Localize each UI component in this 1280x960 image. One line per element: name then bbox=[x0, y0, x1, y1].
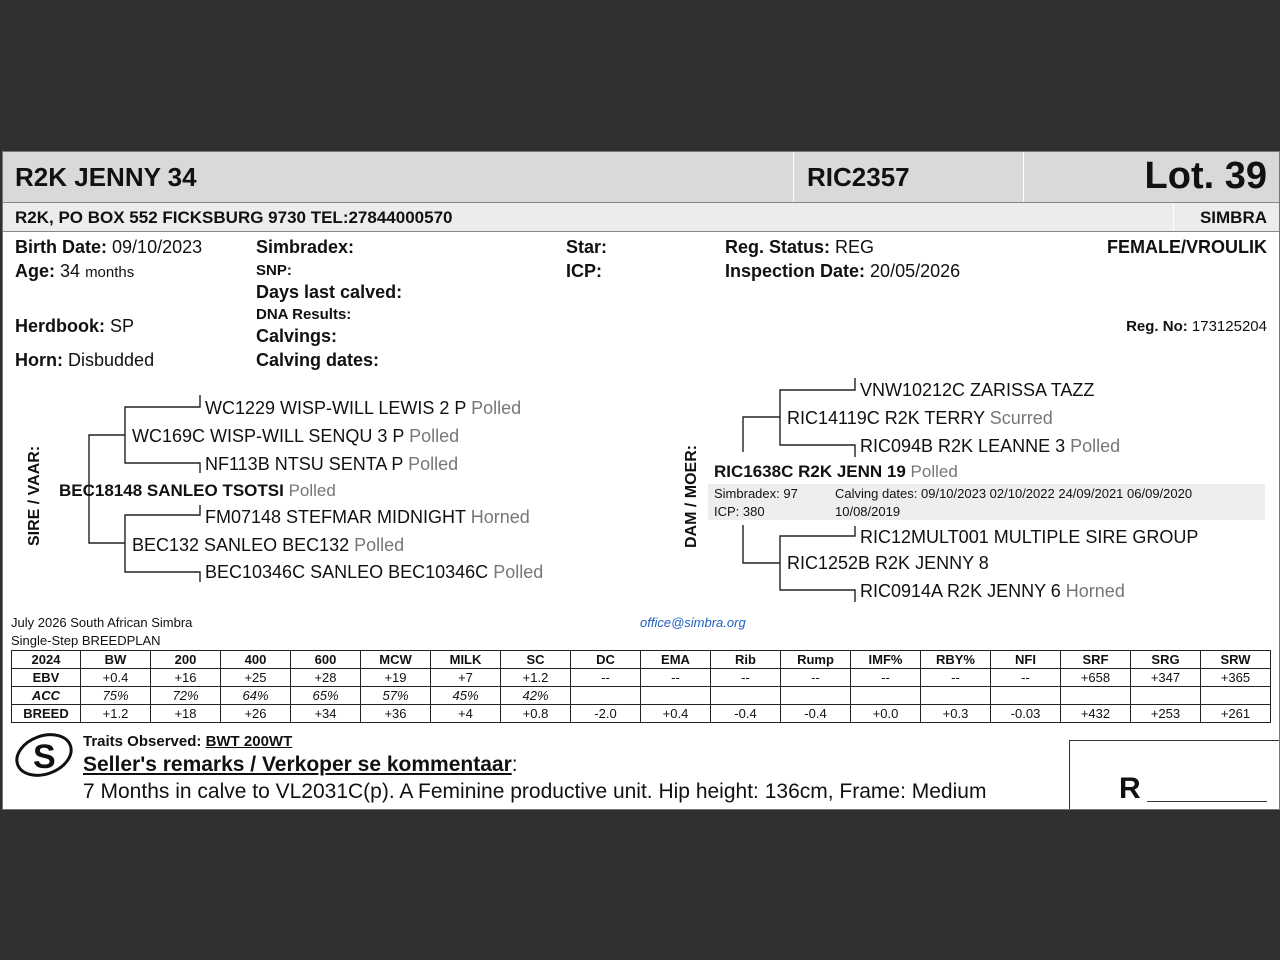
table-cell: +0.4 bbox=[81, 669, 151, 687]
ebv-table bbox=[11, 650, 1271, 723]
column-header: Rump bbox=[781, 651, 851, 669]
row-label: EBV bbox=[12, 669, 81, 687]
table-cell: -0.4 bbox=[711, 705, 781, 723]
column-header: Rib bbox=[711, 651, 781, 669]
simbra-logo bbox=[13, 730, 77, 780]
table-cell bbox=[1131, 687, 1201, 705]
table-cell: -- bbox=[571, 669, 641, 687]
calvings-label: Calvings: bbox=[256, 326, 338, 346]
reg-number: Reg. No: 173125204 bbox=[1126, 318, 1267, 335]
table-cell: +0.3 bbox=[921, 705, 991, 723]
dam-sire-dam: RIC094B R2K LEANNE 3 Polled bbox=[860, 436, 1121, 456]
table-cell: 57% bbox=[361, 687, 431, 705]
registration-code: RIC2357 bbox=[807, 162, 910, 192]
table-corner-cell: 2024 bbox=[12, 651, 81, 669]
table-cell: +432 bbox=[1061, 705, 1131, 723]
dam-dam-sire: RIC12MULT001 MULTIPLE SIRE GROUP bbox=[860, 527, 1199, 547]
icp-label: ICP: bbox=[566, 261, 602, 281]
table-cell: +0.8 bbox=[501, 705, 571, 723]
table-cell: +658 bbox=[1061, 669, 1131, 687]
dam-calving-dates-cont: 10/08/2019 bbox=[835, 504, 901, 519]
table-cell: +0.0 bbox=[851, 705, 921, 723]
table-cell: -- bbox=[991, 669, 1061, 687]
age: Age: 34 months bbox=[15, 261, 135, 281]
table-cell bbox=[571, 687, 641, 705]
reg-status: Reg. Status: REG bbox=[725, 237, 875, 257]
table-cell: +253 bbox=[1131, 705, 1201, 723]
column-header: SRG bbox=[1131, 651, 1201, 669]
table-cell bbox=[991, 687, 1061, 705]
svg-text:S: S bbox=[33, 738, 56, 776]
sire-sire-sire: WC1229 WISP-WILL LEWIS 2 P Polled bbox=[205, 398, 522, 418]
breedplan-title: July 2026 South African Simbra bbox=[11, 615, 193, 630]
table-row-acc bbox=[12, 687, 1271, 705]
table-cell: 45% bbox=[431, 687, 501, 705]
table-cell: +16 bbox=[151, 669, 221, 687]
column-header: BW bbox=[81, 651, 151, 669]
column-header: DC bbox=[571, 651, 641, 669]
days-last-calved-label: Days last calved: bbox=[256, 282, 403, 302]
dam-simbradex: Simbradex: 97 bbox=[714, 486, 798, 501]
herdbook: Herdbook: SP bbox=[15, 316, 135, 336]
column-header: SRF bbox=[1061, 651, 1131, 669]
dam-dam-dam: RIC0914A R2K JENNY 6 Horned bbox=[860, 581, 1125, 601]
breed-name: SIMBRA bbox=[1199, 208, 1267, 227]
table-cell bbox=[781, 687, 851, 705]
table-cell bbox=[1201, 687, 1271, 705]
table-cell: -- bbox=[781, 669, 851, 687]
lot-number: Lot. 39 bbox=[1144, 155, 1267, 197]
remarks-heading: Seller's remarks / Verkoper se kommentaar: bbox=[83, 753, 518, 776]
sire-side-label: SIRE / VAAR: bbox=[26, 445, 43, 546]
table-cell bbox=[711, 687, 781, 705]
dam-icp: ICP: 380 bbox=[714, 504, 765, 519]
horn-status: Horn: Disbudded bbox=[15, 350, 155, 370]
table-header-row bbox=[12, 651, 1271, 669]
star-label: Star: bbox=[566, 237, 608, 257]
column-header: SC bbox=[501, 651, 571, 669]
table-cell: 65% bbox=[291, 687, 361, 705]
table-cell: -- bbox=[711, 669, 781, 687]
table-cell: +34 bbox=[291, 705, 361, 723]
table-cell: 75% bbox=[81, 687, 151, 705]
table-cell: +347 bbox=[1131, 669, 1201, 687]
sire-sire: WC169C WISP-WILL SENQU 3 P Polled bbox=[132, 426, 460, 446]
sex-label: FEMALE/VROULIK bbox=[1107, 237, 1267, 257]
table-cell bbox=[851, 687, 921, 705]
traits-observed: Traits Observed: BWT 200WT bbox=[83, 733, 293, 750]
table-cell: +261 bbox=[1201, 705, 1271, 723]
sire-dam-dam: BEC10346C SANLEO BEC10346C Polled bbox=[205, 562, 544, 582]
seller-remarks: 7 Months in calve to VL2031C(p). A Feminine productive unit. Hip height: 136cm, Frame: Medium bbox=[83, 780, 987, 803]
table-cell: 64% bbox=[221, 687, 291, 705]
dna-results-label: DNA Results: bbox=[256, 306, 352, 323]
dam-sire-sire: VNW10212C ZARISSA TAZZ bbox=[860, 380, 1095, 400]
snp-label: SNP: bbox=[256, 262, 292, 279]
column-header: 200 bbox=[151, 651, 221, 669]
column-header: IMF% bbox=[851, 651, 921, 669]
column-header: 600 bbox=[291, 651, 361, 669]
sire-dam: BEC132 SANLEO BEC132 Polled bbox=[132, 535, 405, 555]
table-cell: +4 bbox=[431, 705, 501, 723]
price-label: R bbox=[1119, 772, 1141, 805]
calving-dates-label: Calving dates: bbox=[256, 350, 380, 370]
table-cell: -- bbox=[921, 669, 991, 687]
dam-calving-dates: Calving dates: 09/10/2023 02/10/2022 24/09/2021 06/09/2020 bbox=[835, 486, 1193, 501]
table-cell: +1.2 bbox=[501, 669, 571, 687]
table-row-ebv bbox=[12, 669, 1271, 687]
price-box bbox=[1069, 740, 1280, 810]
column-header: SRW bbox=[1201, 651, 1271, 669]
row-label: ACC bbox=[12, 687, 81, 705]
sire-sire-dam: NF113B NTSU SENTA P Polled bbox=[205, 454, 459, 474]
dam-side-label: DAM / MOER: bbox=[683, 444, 700, 548]
table-cell: +0.4 bbox=[641, 705, 711, 723]
email-link[interactable]: office@simbra.org bbox=[640, 615, 746, 630]
sire: BEC18148 SANLEO TSOTSI Polled bbox=[59, 481, 336, 500]
table-cell: -0.4 bbox=[781, 705, 851, 723]
table-cell: +25 bbox=[221, 669, 291, 687]
table-cell: -2.0 bbox=[571, 705, 641, 723]
table-cell: 72% bbox=[151, 687, 221, 705]
birth-date: Birth Date: 09/10/2023 bbox=[15, 237, 203, 257]
table-cell: +1.2 bbox=[81, 705, 151, 723]
column-header: 400 bbox=[221, 651, 291, 669]
table-cell: +19 bbox=[361, 669, 431, 687]
table-cell: +7 bbox=[431, 669, 501, 687]
price-line[interactable] bbox=[1147, 801, 1267, 802]
table-cell: -- bbox=[851, 669, 921, 687]
table-cell: +365 bbox=[1201, 669, 1271, 687]
table-cell bbox=[641, 687, 711, 705]
simbradex-label: Simbradex: bbox=[256, 237, 355, 257]
table-cell: +36 bbox=[361, 705, 431, 723]
dam: RIC1638C R2K JENN 19 Polled bbox=[714, 462, 958, 481]
row-label: BREED bbox=[12, 705, 81, 723]
table-cell: 42% bbox=[501, 687, 571, 705]
inspection-date: Inspection Date: 20/05/2026 bbox=[725, 261, 961, 281]
sire-dam-sire: FM07148 STEFMAR MIDNIGHT Horned bbox=[205, 507, 530, 527]
table-cell: +28 bbox=[291, 669, 361, 687]
column-header: EMA bbox=[641, 651, 711, 669]
column-header: RBY% bbox=[921, 651, 991, 669]
column-header: MCW bbox=[361, 651, 431, 669]
breeder-address: R2K, PO BOX 552 FICKSBURG 9730 TEL:27844000570 bbox=[15, 208, 453, 227]
column-header: MILK bbox=[431, 651, 501, 669]
table-cell bbox=[921, 687, 991, 705]
animal-name: R2K JENNY 34 bbox=[15, 162, 197, 192]
lot-card bbox=[2, 151, 1280, 810]
breedplan-subtitle: Single-Step BREEDPLAN bbox=[11, 633, 161, 648]
table-cell: +18 bbox=[151, 705, 221, 723]
dam-sire: RIC14119C R2K TERRY Scurred bbox=[787, 408, 1053, 428]
table-row-breed bbox=[12, 705, 1271, 723]
table-cell: +26 bbox=[221, 705, 291, 723]
dam-dam: RIC1252B R2K JENNY 8 bbox=[787, 553, 989, 573]
table-cell: -- bbox=[641, 669, 711, 687]
table-cell: -0.03 bbox=[991, 705, 1061, 723]
column-header: NFI bbox=[991, 651, 1061, 669]
table-cell bbox=[1061, 687, 1131, 705]
